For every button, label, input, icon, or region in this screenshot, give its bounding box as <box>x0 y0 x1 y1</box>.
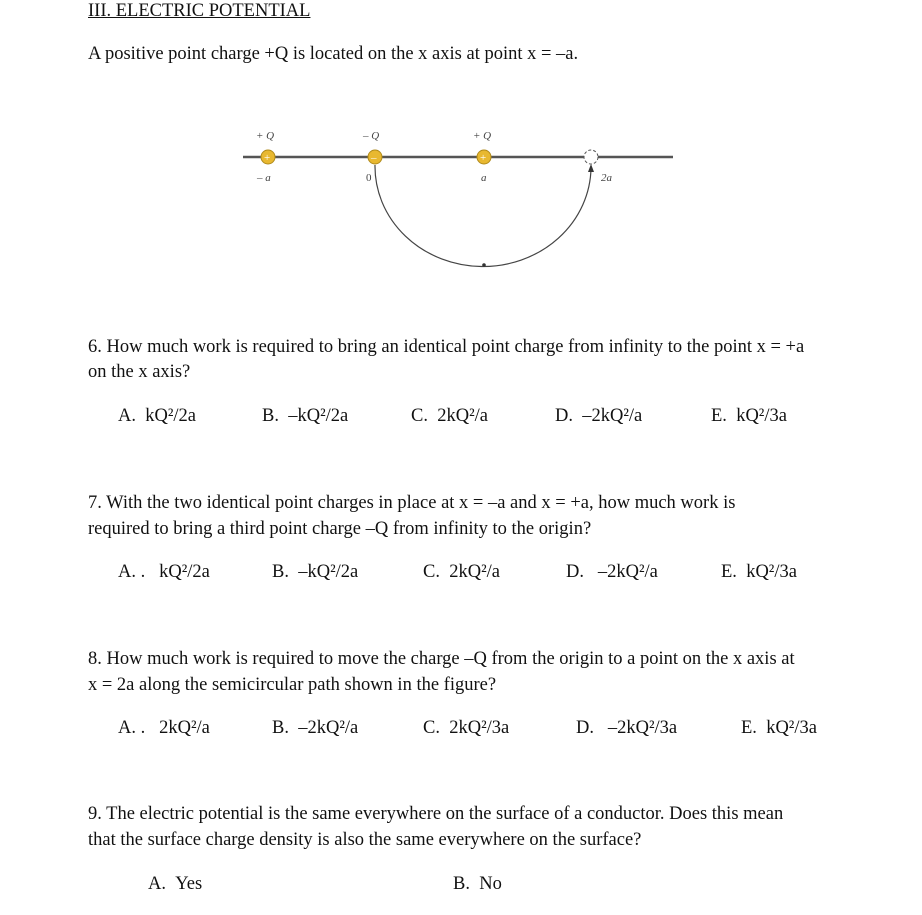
position-label: 2a <box>601 172 612 184</box>
charge-label: – Q <box>363 130 380 142</box>
q8-option-c[interactable]: C. 2kQ²/3a <box>423 718 510 738</box>
question-6-line-1: 6. How much work is required to bring an identical point charge from infinity to the point x = +a <box>88 337 805 357</box>
plus-sign: + <box>480 152 487 164</box>
q6-option-a[interactable]: A. kQ²/2a <box>118 406 197 426</box>
position-label: a <box>481 172 487 184</box>
q6-option-d[interactable]: D. –2kQ²/a <box>555 406 643 426</box>
q7-option-a[interactable]: A. . kQ²/2a <box>118 562 210 582</box>
position-label: 0 <box>366 172 372 184</box>
charge-figure <box>0 0 922 300</box>
q6-option-e[interactable]: E. kQ²/3a <box>711 406 787 426</box>
q7-option-b[interactable]: B. –kQ²/2a <box>272 562 359 582</box>
q8-option-b[interactable]: B. –2kQ²/a <box>272 718 359 738</box>
path-arrow-icon <box>588 164 594 172</box>
q6-option-b[interactable]: B. –kQ²/2a <box>262 406 349 426</box>
question-7-line-2: required to bring a third point charge –Q from infinity to the origin? <box>88 519 592 539</box>
intro-text: A positive point charge +Q is located on the x axis at point x = –a. <box>88 44 579 64</box>
minus-sign: – <box>371 152 377 164</box>
q6-option-c[interactable]: C. 2kQ²/a <box>411 406 488 426</box>
target-position-dashed <box>584 150 598 164</box>
question-7-line-1: 7. With the two identical point charges in place at x = –a and x = +a, how much work is <box>88 493 736 513</box>
q9-option-b[interactable]: B. No <box>453 874 502 894</box>
question-8-line-2: x = 2a along the semicircular path shown in the figure? <box>88 675 497 695</box>
q9-option-a[interactable]: A. Yes <box>148 874 203 894</box>
question-9-line-1: 9. The electric potential is the same everywhere on the surface of a conductor. Does this mean <box>88 804 784 824</box>
section-title: III. ELECTRIC POTENTIAL <box>88 1 311 21</box>
q8-option-d[interactable]: D. –2kQ²/3a <box>576 718 678 738</box>
q7-option-e[interactable]: E. kQ²/3a <box>721 562 797 582</box>
question-9-line-2: that the surface charge density is also the same everywhere on the surface? <box>88 830 642 850</box>
q8-option-a[interactable]: A. . 2kQ²/a <box>118 718 210 738</box>
path-midpoint <box>482 263 486 267</box>
position-label: – a <box>257 172 271 184</box>
question-8-line-1: 8. How much work is required to move the charge –Q from the origin to a point on the x axis at <box>88 649 795 669</box>
q8-option-e[interactable]: E. kQ²/3a <box>741 718 817 738</box>
plus-sign: + <box>264 152 271 164</box>
q7-option-c[interactable]: C. 2kQ²/a <box>423 562 500 582</box>
charge-label: + Q <box>473 130 492 142</box>
question-6-line-2: on the x axis? <box>88 362 191 382</box>
q7-option-d[interactable]: D. –2kQ²/a <box>566 562 658 582</box>
charge-label: + Q <box>256 130 275 142</box>
